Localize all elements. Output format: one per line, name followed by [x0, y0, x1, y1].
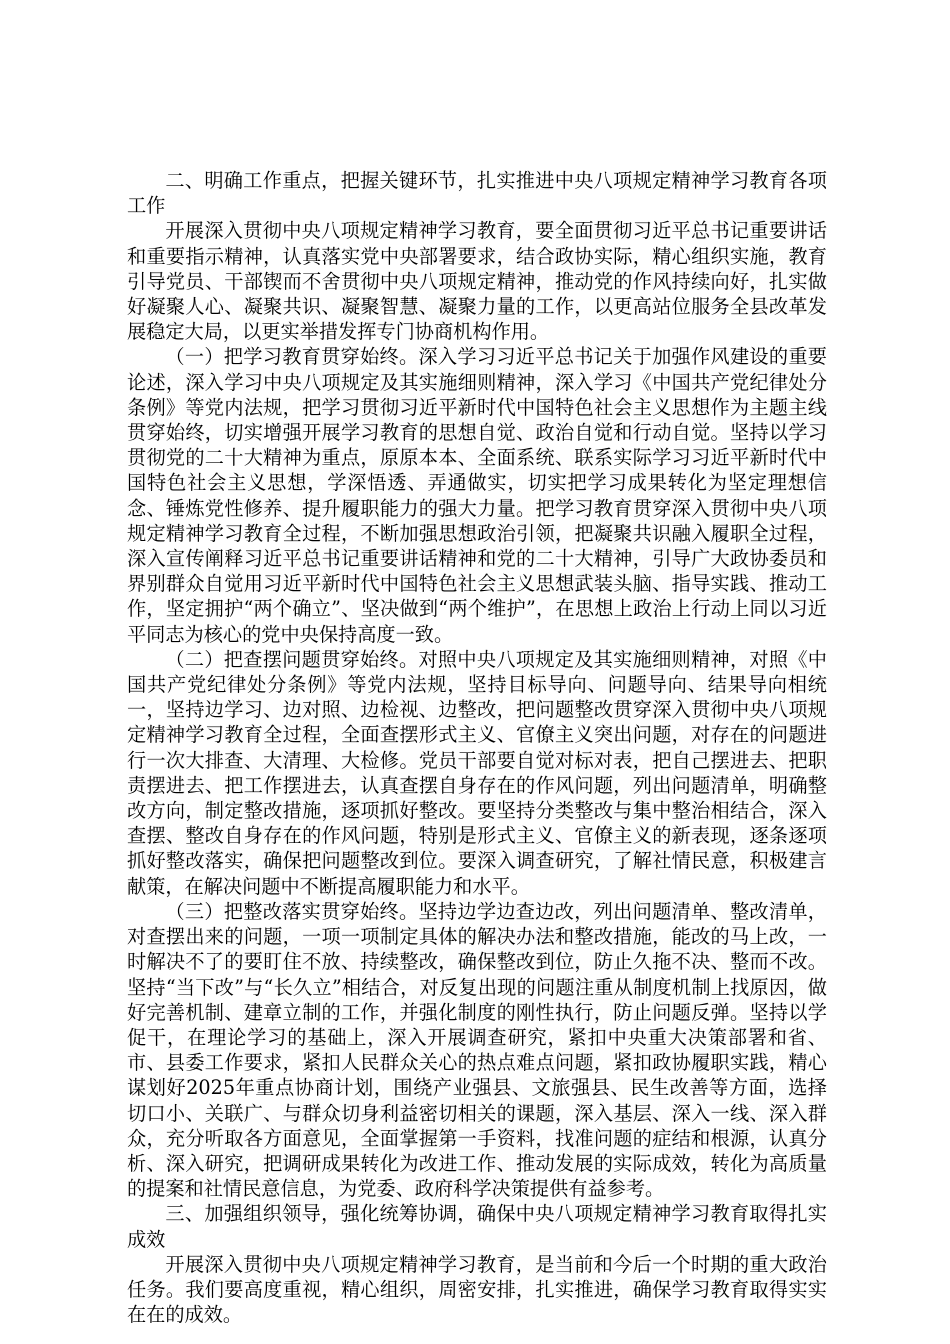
- body-paragraph: （一）把学习教育贯穿始终。深入学习习近平总书记关于加强作风建设的重要论述，深入学习中央八项规定及其实施细则精神，深入学习《中国共产党纪律处分条例》等党内法规，把学习贯彻习近平新时代中国特色社会主义思想作为主题主线贯穿始终，切实增强开展学习教育的思想自觉、政治自觉和行动自觉。坚持以学习贯彻党的二十大精神为重点，原原本本、全面系统、联系实际学习习近平新时代中国特色社会主义思想，学深悟透、弄通做实，切实把学习成果转化为坚定理想信念、锤炼党性修养、提升履职能力的强大力量。把学习教育贯穿深入贯彻中央八项规定精神学习教育全过程，不断加强思想政治引领，把凝聚共识融入履职全过程，深入宣传阐释习近平总书记重要讲话精神和党的二十大精神，引导广大政协委员和界别群众自觉用习近平新时代中国特色社会主义思想武装头脑、指导实践、推动工作，坚定拥护“两个确立”、坚决做到“两个维护”，在思想上政治上行动上同以习近平同志为核心的党中央保持高度一致。: [127, 345, 827, 646]
- section-heading: 二、明确工作重点，把握关键环节，扎实推进中央八项规定精神学习教育各项工作: [127, 169, 827, 218]
- body-paragraph: （二）把查摆问题贯穿始终。对照中央八项规定及其实施细则精神，对照《中国共产党纪律处分条例》等党内法规，坚持目标导向、问题导向、结果导向相统一，坚持边学习、边对照、边检视、边整改，把问题整改贯穿深入贯彻中央八项规定精神学习教育全过程，全面查摆形式主义、官僚主义突出问题，对存在的问题进行一次大排查、大清理、大检修。党员干部要自觉对标对表，把自己摆进去、把职责摆进去、把工作摆进去，认真查摆自身存在的作风问题，列出问题清单，明确整改方向，制定整改措施，逐项抓好整改。要坚持分类整改与集中整治相结合，深入查摆、整改自身存在的作风问题，特别是形式主义、官僚主义的新表现，逐条逐项抓好整改落实，确保把问题整改到位。要深入调查研究，了解社情民意，积极建言献策，在解决问题中不断提高履职能力和水平。: [127, 647, 827, 898]
- section-heading: 三、加强组织领导，强化统筹协调，确保中央八项规定精神学习教育取得扎实成效: [127, 1202, 827, 1251]
- body-paragraph: 开展深入贯彻中央八项规定精神学习教育，要全面贯彻习近平总书记重要讲话和重要指示精神，认真落实党中央部署要求，结合政协实际，精心组织实施，教育引导党员、干部锲而不舍贯彻中央八项规定精神，推动党的作风持续向好，扎实做好凝聚人心、凝聚共识、凝聚智慧、凝聚力量的工作，以更高站位服务全县改革发展稳定大局，以更实举措发挥专门协商机构作用。: [127, 219, 827, 344]
- document-body: [127, 168, 827, 1327]
- body-paragraph: （三）把整改落实贯穿始终。坚持边学边查边改，列出问题清单、整改清单，对查摆出来的问题，一项一项制定具体的解决办法和整改措施，能改的马上改，一时解决不了的要盯住不放、持续整改，确保整改到位，防止久拖不决、整而不改。坚持“当下改”与“长久立”相结合，对反复出现的问题注重从制度机制上找原因，做好完善机制、建章立制的工作，并强化制度的刚性执行，防止问题反弹。坚持以学促干，在理论学习的基础上，深入开展调查研究，紧扣中央重大决策部署和省、市、县委工作要求，紧扣人民群众关心的热点难点问题，紧扣政协履职实践，精心谋划好2025年重点协商计划，围绕产业强县、文旅强县、民生改善等方面，选择切口小、关联广、与群众切身利益密切相关的课题，深入基层、深入一线、深入群众，充分听取各方面意见，全面掌握第一手资料，找准问题的症结和根源，认真分析、深入研究，把调研成果转化为改进工作、推动发展的实际成效，转化为高质量的提案和社情民意信息，为党委、政府科学决策提供有益参考。: [127, 899, 827, 1201]
- body-paragraph: 开展深入贯彻中央八项规定精神学习教育，是当前和今后一个时期的重大政治任务。我们要高度重视，精心组织，周密安排，扎实推进，确保学习教育取得实实在在的成效。: [127, 1252, 827, 1327]
